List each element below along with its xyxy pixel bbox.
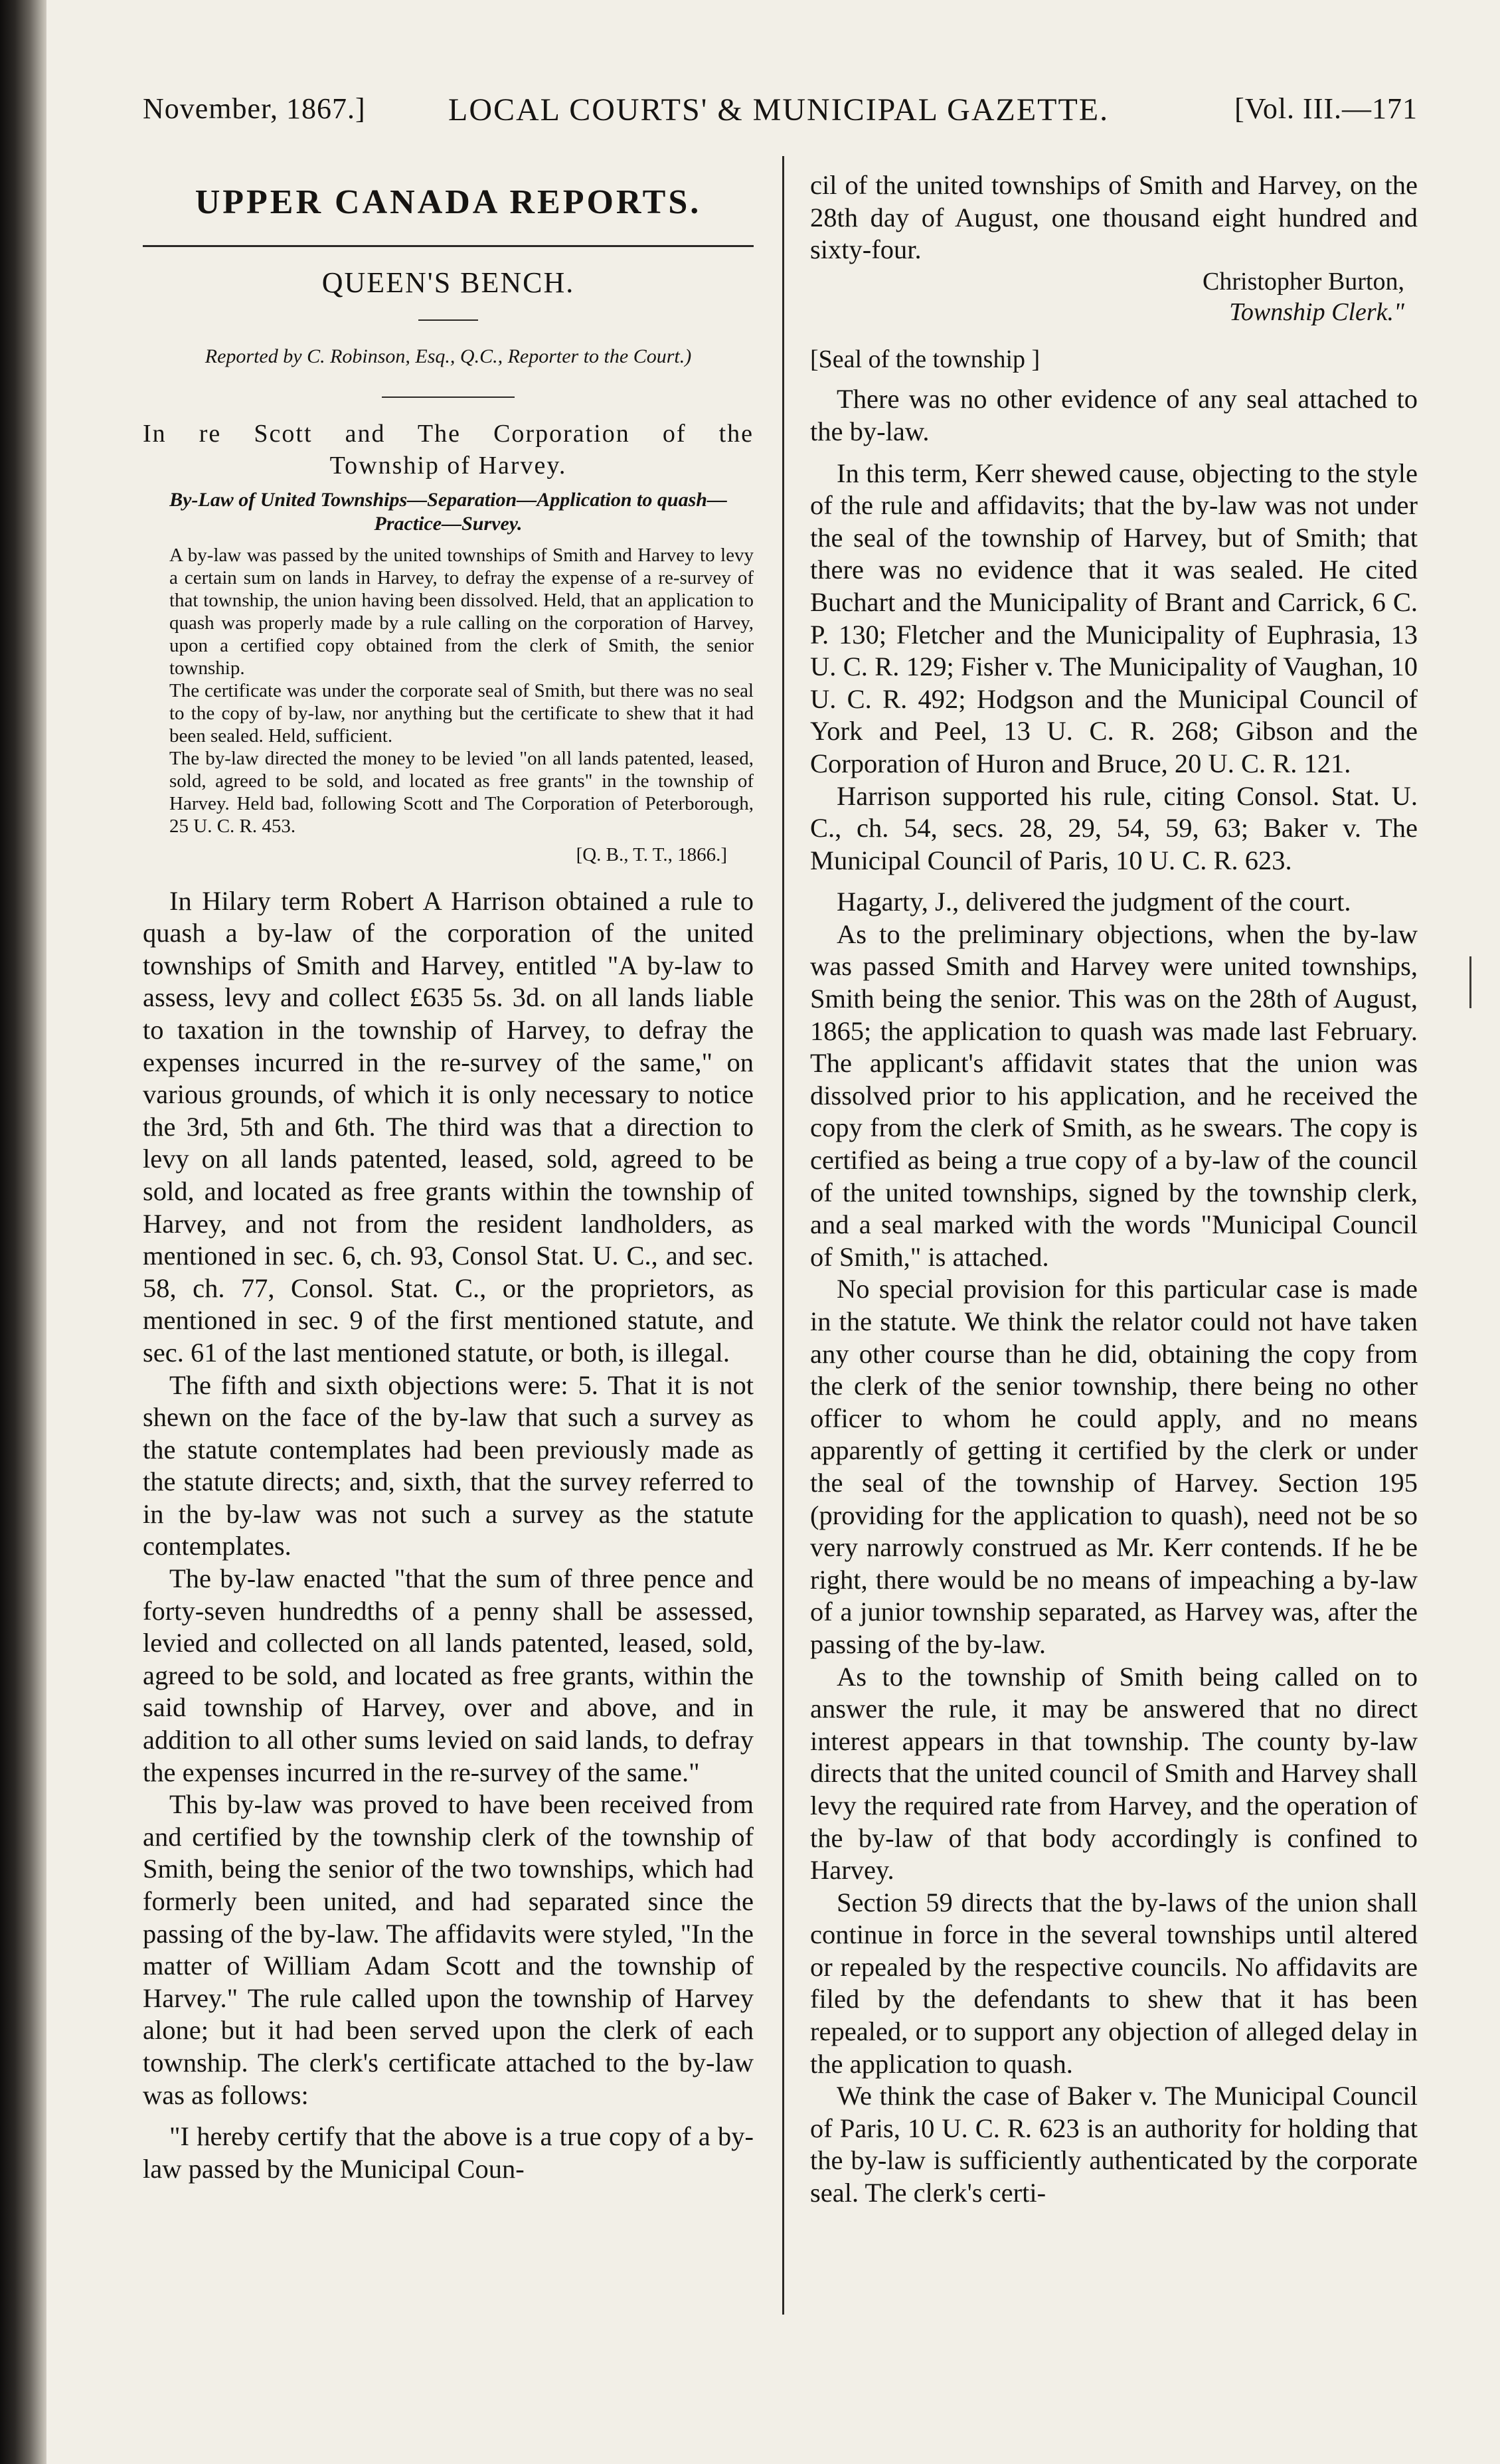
body-paragraph: We think the case of Baker v. The Municipal Council of Paris, 10 U. C. R. 623 is an authority for holding that the by-law is sufficiently authenticated by the corporate seal. The clerk's certi-: [810, 2081, 1418, 2208]
series-title: UPPER CANADA REPORTS.: [195, 183, 702, 221]
body-paragraph: This by-law was proved to have been received from and certified by the township clerk of the township of Smith, being the senior of the two townships, which had formerly been united, and had separated since the passing of the by-law. The affidavits were styled, "In the matter of William Adam Scott and the township of Harvey." The rule called upon the township of Harvey alone; but it had been served upon the clerk of each township. The clerk's certificate attached to the by-law was as follows:: [143, 1789, 754, 2110]
catchwords: By-Law of United Townships—Separation—Application to quash—Practice—Survey.: [169, 488, 727, 535]
case-rule: [382, 396, 515, 398]
certificate-continuation: cil of the united townships of Smith and Harvey, on the 28th day of August, one thousand eight hundred and sixty-four.: [810, 170, 1418, 265]
left-column: [143, 169, 754, 2185]
seal-note: [Seal of the township ]: [810, 345, 1041, 373]
page-binding-edge: [0, 0, 46, 2464]
reporter-line: Reported by C. Robinson, Esq., Q.C., Reporter to the Court.): [205, 345, 692, 367]
title-rule: [143, 245, 754, 247]
body-paragraph: Harrison supported his rule, citing Consol. Stat. U. C., ch. 54, secs. 28, 29, 54, 59, 63; Baker v. The Municipal Council of Paris, 10 U. C. R. 623.: [810, 780, 1418, 875]
right-column: [810, 169, 1418, 2210]
body-paragraph: No special provision for this particular case is made in the statute. We think the relator could not have taken any other course than he did, obtaining the copy from the clerk of the senior township, there being no other officer to whom he could apply, and no means apparently of getting it certified by the clerk or under the seal of the township of Harvey. Section 195 (providing for the application to quash), need not be so very narrowly construed as Mr. Kerr contends. If he be right, there would be no means of impeaching a by-law of a junior township separated, as Harvey was, after the passing of the by-law.: [810, 1274, 1418, 1659]
headnote-paragraph-3: The by-law directed the money to be levied "on all lands patented, leased, sold, agreed to be sold, and located as free grants" in the township of Harvey. Held bad, following Scott and The Corporation of Peterborough, 25 U. C. R. 453.: [169, 747, 754, 837]
body-paragraph: The by-law enacted "that the sum of three pence and forty-seven hundredths of a penny shall be assessed, levied and collected on all lands patented, leased, sold, agreed to be sold, and located as free grants, within the said township of Harvey, over and above, and in addition to all other sums levied on said lands, to defray the expenses incurred in the re-survey of the same.": [143, 1563, 754, 1787]
case-title-line-1: In re Scott and The Corporation of the: [143, 419, 754, 448]
signature-name: Christopher Burton,: [1203, 267, 1404, 296]
signature-role: Township Clerk.": [1229, 298, 1404, 326]
running-header: [143, 92, 1418, 138]
court-name: QUEEN'S BENCH.: [321, 266, 575, 299]
certificate-quote: "I hereby certify that the above is a true copy of a by-law passed by the Municipal Coun-: [143, 2121, 754, 2184]
header-volume: [Vol. III.—171: [1234, 92, 1418, 125]
body-paragraph: As to the township of Smith being called on to answer the rule, it may be answered that no direct interest appears in that township. The county by-law directs that the united council of Smith and Harvey shall levy the required rate from Harvey, and the operation of the by-law of that body accordingly is confined to Harvey.: [810, 1661, 1418, 1886]
headnote: [143, 544, 754, 837]
header-date: November, 1867.]: [143, 92, 366, 125]
short-rule: [418, 319, 478, 321]
body-paragraph: Section 59 directs that the by-laws of the union shall continue in force in the several townships until altered or repealed by the respective councils. No affidavits are filed by the defendants to shew that it has been repealed, or to support any objection of alleged delay in the application to quash.: [810, 1887, 1418, 2079]
case-title: [143, 418, 754, 482]
body-paragraph: There was no other evidence of any seal attached to the by-law.: [810, 384, 1418, 446]
margin-mark: [1469, 956, 1471, 1008]
body-paragraph: In Hilary term Robert A Harrison obtained a rule to quash a by-law of the corporation of the united townships of Smith and Harvey, entitled "A by-law to assess, levy and collect £635 5s. 3d. on all lands liable to taxation in the township of Harvey, to defray the expenses incurred in the re-survey of the same," on various grounds, of which it is only necessary to notice the 3rd, 5th and 6th. The third was that a direction to levy on all lands patented, leased, sold, agreed to be sold, and located as free grants within the township of Harvey, and not from the resident landholders, as mentioned in sec. 6, ch. 93, Consol Stat. U. C., and sec. 58, ch. 77, Consol. Stat. C., or the proprietors, as mentioned in sec. 9 of the first mentioned statute, and sec. 61 of the last mentioned statute, or both, is illegal.: [143, 885, 754, 1367]
header-title: LOCAL COURTS' & MUNICIPAL GAZETTE.: [448, 92, 1110, 128]
headnote-paragraph-1: A by-law was passed by the united townships of Smith and Harvey to levy a certain sum on lands in Harvey, to defray the expense of a re-survey of that township, the union having been dissolved. Held, that an application to quash was properly made by a rule calling on the corporation of Harvey, upon a certified copy obtained from the clerk of Smith, the senior township.: [169, 544, 754, 679]
judgment-intro: Hagarty, J., delivered the judgment of the court.: [837, 887, 1351, 917]
body-paragraph: In this term, Kerr shewed cause, objecting to the style of the rule and affidavits; that the by-law was not under the seal of the township of Harvey, but of Smith; that there was no evidence that it was sealed. He cited Buchart and the Municipality of Brant and Carrick, 6 C. P. 130; Fletcher and the Municipality of Euphrasia, 13 U. C. R. 129; Fisher v. The Municipality of Vaughan, 10 U. C. R. 492; Hodgson and the Municipal Council of York and Peel, 13 U. C. R. 268; Gibson and the Corporation of Huron and Bruce, 20 U. C. R. 121.: [810, 458, 1418, 778]
column-divider: [782, 156, 784, 2315]
term-citation: [Q. B., T. T., 1866.]: [576, 843, 727, 865]
body-paragraph: As to the preliminary objections, when the by-law was passed Smith and Harvey were united townships, Smith being the senior. This was on the 28th of August, 1865; the application to quash was made last February. The applicant's affidavit states that the union was dissolved prior to his application, and he received the copy from the clerk of Smith, as he swears. The copy is certified as being a true copy of a by-law of the council of the united townships, signed by the township clerk, and a seal marked with the words "Municipal Council of Smith," is attached.: [810, 919, 1418, 1272]
headnote-paragraph-2: The certificate was under the corporate seal of Smith, but there was no seal to the copy of by-law, nor anything but the certificate to shew that it had been sealed. Held, sufficient.: [169, 679, 754, 747]
case-title-line-2: Township of Harvey.: [329, 451, 567, 480]
body-paragraph: The fifth and sixth objections were: 5. That it is not shewn on the face of the by-law that such a survey as the statute contemplates had been previously made as the statute directs; and, sixth, that the survey referred to in the by-law was not such a survey as the statute contemplates.: [143, 1369, 754, 1561]
